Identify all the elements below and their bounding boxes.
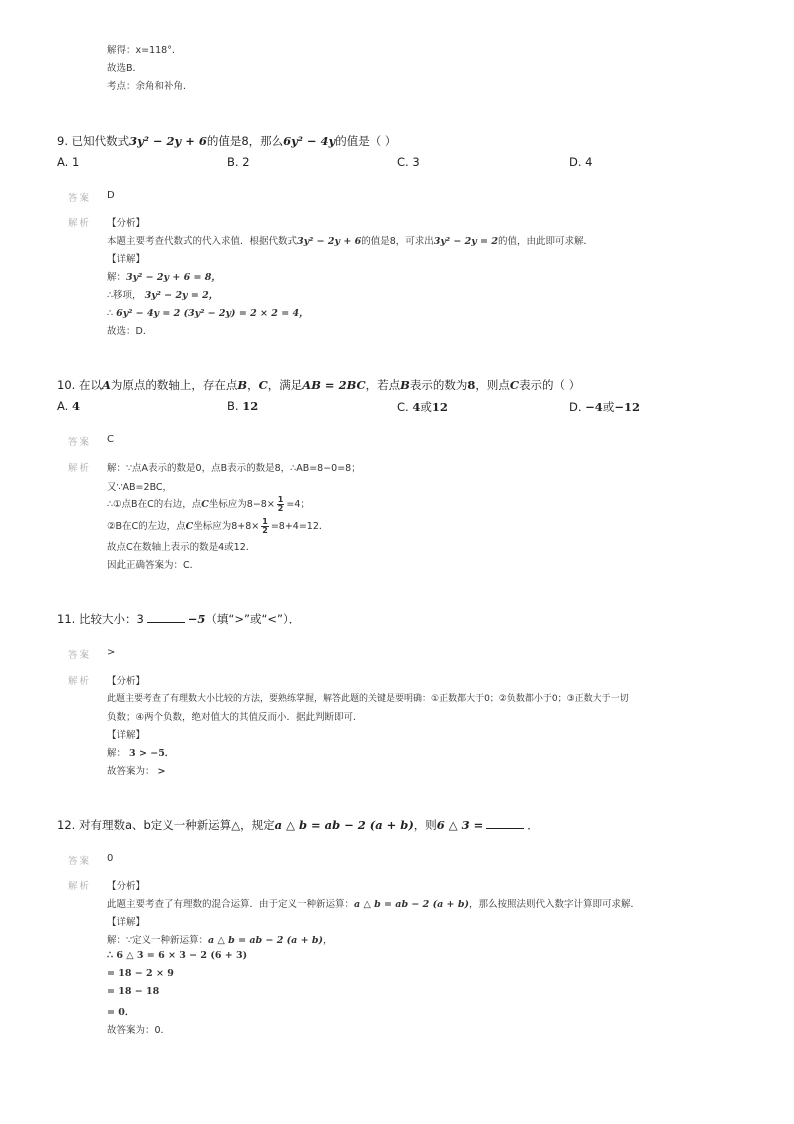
- analysis-line: [107, 932, 333, 946]
- stem-text: 的值是8，那么: [206, 134, 284, 148]
- analysis-line: [107, 305, 309, 319]
- answer-label: 答案: [68, 856, 92, 867]
- analysis-line: [107, 896, 640, 910]
- stem-text: 9. 已知代数式: [57, 134, 130, 148]
- option-d[interactable]: D. 4: [569, 155, 593, 169]
- math-variable: B: [400, 378, 410, 392]
- analysis-line: [107, 496, 310, 513]
- math-variable: A: [101, 378, 111, 392]
- analysis-text: 解：∵定义一种新运算：: [107, 935, 209, 946]
- analysis-line: 【分析】: [107, 218, 146, 229]
- option-text: 或: [602, 400, 615, 414]
- math-expression: a △ b = ab − 2 (a + b): [274, 818, 414, 832]
- question-9-stem: [57, 133, 396, 149]
- analysis-text: =4；: [286, 499, 310, 510]
- option-c[interactable]: C. 3: [397, 155, 420, 169]
- analysis-line: [107, 269, 221, 283]
- analysis-text: ∴移项，: [107, 290, 142, 301]
- math-expression: a △ b = ab − 2 (a + b): [354, 899, 469, 910]
- analysis-line: 又∵AB=2BC，: [107, 482, 173, 493]
- stem-text: 的值是（ ）: [335, 134, 397, 148]
- answer-label: 答案: [68, 650, 92, 661]
- answer-label: 答案: [68, 193, 92, 204]
- stem-text: 11. 比较大小：3: [57, 612, 144, 626]
- analysis-text: ，那么按照法则代入数字计算即可求解．: [468, 899, 640, 910]
- option-a[interactable]: A. 1: [57, 155, 80, 169]
- stem-text: 表示的数为: [409, 378, 468, 392]
- math-expression: 3y² − 2y + 6: [297, 236, 362, 247]
- analysis-line: 负数；④两个负数，绝对值大的其值反而小．据此判断即可．: [107, 712, 363, 723]
- analysis-line: [107, 745, 174, 759]
- analysis-text: 的值是8，可求出: [361, 236, 434, 247]
- analysis-text: 本题主要考查代数式的代入求值．根据代数式: [107, 236, 298, 247]
- analysis-line: 【详解】: [107, 254, 146, 265]
- analysis-text: ，: [323, 935, 333, 946]
- solution-line: 故选B．: [107, 63, 143, 74]
- option-letter: B.: [227, 399, 239, 413]
- analysis-line: 因此正确答案为：C．: [107, 560, 200, 571]
- math-variable: C: [201, 499, 209, 510]
- answer-value: D: [107, 190, 115, 201]
- analysis-line: 此题主要考查了有理数大小比较的方法，要熟练掌握，解答此题的关键是要明确：①正数都大于0；②负数都小于0；③正数大于一切: [107, 694, 629, 704]
- analysis-line: = 18 − 18: [107, 986, 160, 997]
- analysis-line: 【分析】: [107, 676, 146, 687]
- math-number: 4: [412, 400, 421, 414]
- answer-blank[interactable]: [486, 817, 524, 829]
- math-expression: a △ b = ab − 2 (a + b): [208, 935, 323, 946]
- math-expression: 3y² − 2y = 2，: [144, 290, 219, 301]
- math-variable: C: [185, 521, 194, 532]
- analysis-line: [107, 518, 328, 535]
- stem-text: ，若点: [365, 378, 401, 392]
- question-11-stem: [57, 611, 300, 627]
- analysis-line: 解：∵点A表示的数是0，点B表示的数是8，∴AB=8−0=8；: [107, 463, 361, 474]
- answer-blank[interactable]: [147, 611, 185, 623]
- analysis-label: 解析: [68, 463, 92, 474]
- answer-value: >: [107, 647, 116, 658]
- answer-value: C: [107, 434, 114, 445]
- analysis-text: 的值，由此即可求解．: [497, 236, 593, 247]
- math-expression: 3y² − 2y + 6: [129, 134, 207, 148]
- analysis-text: ∴: [107, 308, 114, 319]
- math-number: 4: [71, 399, 80, 413]
- analysis-text: ②B在C的左边，点: [107, 521, 186, 532]
- option-b[interactable]: B. 2: [227, 155, 250, 169]
- analysis-text: 故答案为：: [107, 766, 155, 777]
- stem-text: ．: [527, 818, 539, 832]
- math-expression: 3y² − 2y + 6 = 8，: [126, 272, 221, 283]
- math-number: 12: [242, 399, 259, 413]
- analysis-text: 坐标应为8−8×: [208, 499, 275, 510]
- option-text: 或: [420, 400, 432, 414]
- fraction-numerator: 1: [262, 517, 268, 526]
- fraction-numerator: 1: [277, 495, 284, 504]
- math-expression: 3 > −5．: [129, 748, 175, 759]
- analysis-text: 解：: [107, 272, 127, 283]
- math-variable: C: [258, 378, 268, 392]
- math-expression: −5: [187, 612, 206, 626]
- analysis-line: 故选：D．: [107, 326, 153, 337]
- fraction-one-half: [277, 496, 285, 513]
- fraction-denominator: 2: [277, 504, 284, 513]
- option-d[interactable]: [569, 399, 640, 415]
- analysis-line: 故点C在数轴上表示的数是4或12．: [107, 542, 256, 553]
- answer-label: 答案: [68, 437, 92, 448]
- analysis-line: = 0．: [107, 1007, 135, 1018]
- fraction-denominator: 2: [262, 526, 268, 535]
- math-number: −12: [614, 400, 640, 414]
- option-letter: A.: [57, 399, 69, 413]
- fraction-one-half: [261, 518, 269, 535]
- solution-line: 解得：x=118°．: [107, 45, 182, 56]
- math-variable: B: [237, 378, 248, 392]
- stem-text: 表示的（ ）: [519, 378, 581, 392]
- analysis-line: 【详解】: [107, 917, 146, 928]
- option-letter: C.: [397, 400, 409, 414]
- math-variable: C: [509, 378, 520, 392]
- math-expression: >: [157, 766, 166, 777]
- analysis-line: = 18 − 2 × 9: [107, 968, 174, 979]
- stem-text: ，: [247, 378, 259, 392]
- math-expression: 3y² − 2y = 2: [433, 236, 498, 247]
- option-letter: D.: [569, 400, 582, 414]
- option-c[interactable]: [397, 399, 448, 415]
- analysis-line: 【分析】: [107, 881, 146, 892]
- stem-text: 12. 对有理数a、b定义一种新运算△，规定: [57, 818, 275, 832]
- analysis-label: 解析: [68, 676, 92, 687]
- analysis-line: [107, 763, 166, 777]
- analysis-line: 【详解】: [107, 730, 146, 741]
- math-expression: 6y² − 4y: [283, 134, 336, 148]
- option-b[interactable]: [227, 399, 258, 413]
- analysis-line: ∴ 6 △ 3 = 6 × 3 − 2 (6 + 3): [107, 950, 248, 961]
- analysis-line: 故答案为：0．: [107, 1025, 171, 1036]
- solution-line: 考点：余角和补角．: [107, 81, 193, 92]
- analysis-line: [107, 287, 218, 301]
- analysis-text: 解：: [107, 748, 127, 759]
- stem-text: ，满足: [267, 378, 303, 392]
- question-12-stem: [57, 817, 539, 833]
- analysis-text: 此题主要考查了有理数的混合运算．由于定义一种新运算：: [107, 899, 355, 910]
- stem-text: ，则点: [475, 378, 510, 392]
- question-10-stem: [57, 377, 580, 393]
- answer-value: 0: [107, 853, 114, 864]
- math-expression: 6y² − 4y = 2 (3y² − 2y) = 2 × 2 = 4，: [116, 308, 309, 319]
- stem-text: ，则: [413, 818, 437, 832]
- option-a[interactable]: [57, 399, 80, 413]
- math-number: −4: [585, 400, 603, 414]
- analysis-label: 解析: [68, 881, 92, 892]
- math-expression: 6 △ 3 =: [436, 818, 484, 832]
- analysis-line: [107, 233, 593, 247]
- analysis-text: 坐标应为8+8×: [193, 521, 260, 532]
- math-number: 12: [431, 400, 448, 414]
- math-number: 8: [467, 378, 476, 392]
- analysis-text: ∴①点B在C的右边，点: [107, 499, 202, 510]
- analysis-label: 解析: [68, 218, 92, 229]
- math-expression: AB = 2BC: [302, 378, 366, 392]
- analysis-text: =8+4=12．: [270, 521, 329, 532]
- stem-text: （填“>”或“<”）．: [205, 612, 301, 626]
- stem-text: 10. 在以: [57, 378, 102, 392]
- stem-text: 为原点的数轴上，存在点: [110, 378, 238, 392]
